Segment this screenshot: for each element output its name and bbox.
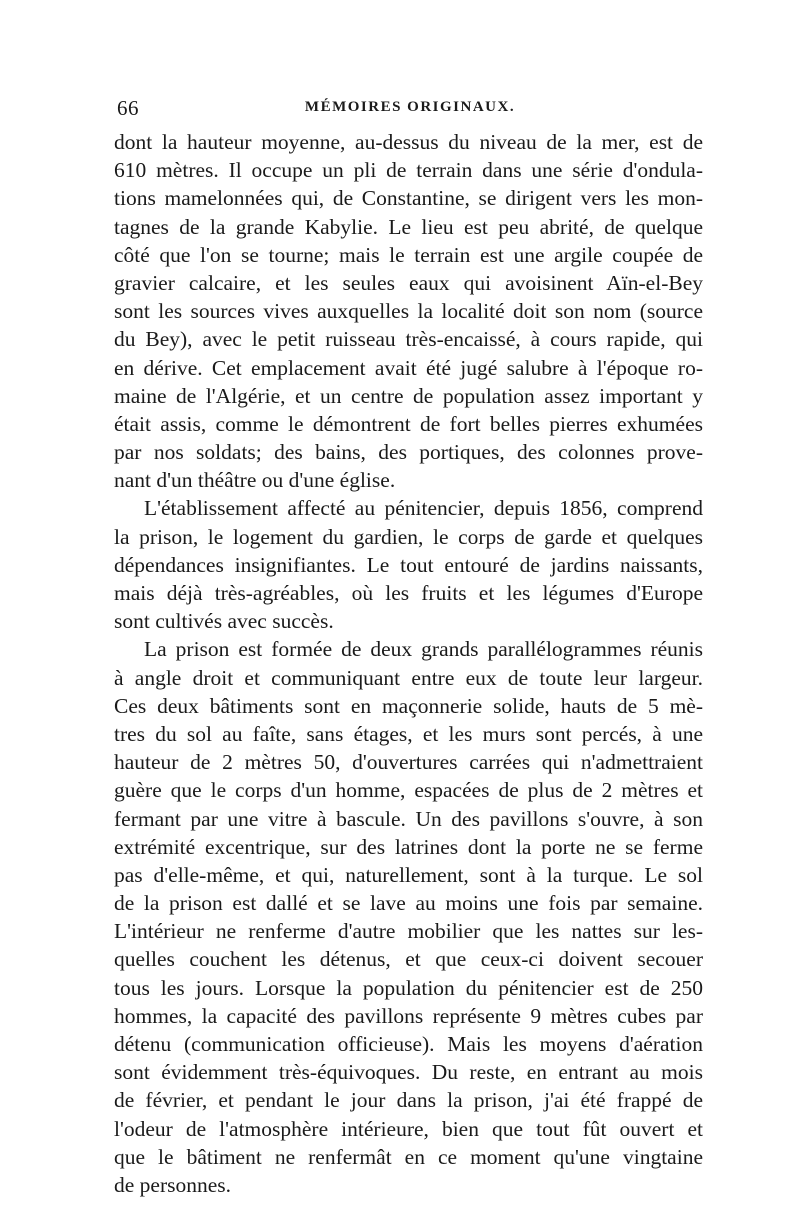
text-line: extrémité excentrique, sur des latrines dont la porte ne se ferme (114, 834, 703, 859)
text-line: hommes, la capacité des pavillons représente 9 mètres cubes par (114, 1003, 703, 1028)
text-line: dont la hauteur moyenne, au-dessus du niveau de la mer, est de (114, 130, 703, 154)
text-line: l'odeur de l'atmosphère intérieure, bien que tout fût ouvert et (114, 1116, 703, 1141)
text-line: sont évidemment très-équivoques. Du reste, en entrant au mois (114, 1060, 703, 1085)
text-line: gravier calcaire, et les seules eaux qui avoisinent Aïn-el-Bey (114, 270, 703, 295)
text-line: tions mamelonnées qui, de Constantine, se dirigent vers les mon- (114, 186, 703, 211)
text-line: en dérive. Cet emplacement avait été jugé salubre à l'époque ro- (114, 355, 703, 380)
text-line: la prison, le logement du gardien, le corps de garde et quelques (114, 524, 703, 549)
text-line: côté que l'on se tourne; mais le terrain est une argile coupée de (114, 242, 703, 267)
text-line: nant d'un théâtre ou d'une église. (114, 468, 396, 493)
text-line: tagnes de la grande Kabylie. Le lieu est peu abrité, de quelque (114, 214, 703, 239)
text-line: était assis, comme le démontrent de fort belles pierres exhumées (114, 411, 703, 436)
text-line: maine de l'Algérie, et un centre de population assez important y (114, 383, 703, 408)
text-line: sont les sources vives auxquelles la localité doit son nom (source (114, 299, 703, 324)
text-line: La prison est formée de deux grands parallélogrammes réunis (144, 637, 703, 662)
text-line: que le bâtiment ne renfermât en ce moment qu'une vingtaine (114, 1144, 703, 1169)
text-line: de la prison est dallé et se lave au moins une fois par semaine. (114, 891, 703, 916)
text-line: du Bey), avec le petit ruisseau très-encaissé, à cours rapide, qui (114, 327, 703, 352)
text-line: fermant par une vitre à bascule. Un des pavillons s'ouvre, à son (114, 806, 703, 831)
page-number: 66 (117, 96, 139, 120)
text-line: de février, et pendant le jour dans la prison, j'ai été frappé de (114, 1088, 703, 1113)
text-line: guère que le corps d'un homme, espacées de plus de 2 mètres et (114, 778, 703, 803)
page-header (117, 96, 703, 126)
text-line: dépendances insignifiantes. Le tout entouré de jardins naissants, (114, 552, 703, 577)
text-line: L'établissement affecté au pénitencier, depuis 1856, comprend (144, 496, 703, 521)
body-text (114, 128, 703, 1199)
text-line: quelles couchent les détenus, et que ceux-ci doivent secouer (114, 947, 703, 972)
text-line: sont cultivés avec succès. (114, 609, 334, 634)
paragraph-3 (114, 635, 703, 1199)
text-line: 610 mètres. Il occupe un pli de terrain dans une série d'ondula- (114, 158, 703, 183)
text-line: L'intérieur ne renferme d'autre mobilier que les nattes sur les- (114, 919, 703, 944)
text-line: tres du sol au faîte, sans étages, et les murs sont percés, à une (114, 721, 703, 746)
text-line: détenu (communication officieuse). Mais les moyens d'aération (114, 1032, 703, 1056)
text-line: mais déjà très-agréables, où les fruits et les légumes d'Europe (114, 581, 703, 605)
text-line: par nos soldats; des bains, des portiques, des colonnes prove- (114, 440, 703, 465)
running-head: MÉMOIRES ORIGINAUX. (304, 99, 516, 115)
text-line: pas d'elle-même, et qui, naturellement, sont à la turque. Le sol (114, 862, 703, 887)
text-line: à angle droit et communiquant entre eux de toute leur largeur. (114, 665, 703, 690)
text-line: tous les jours. Lorsque la population du pénitencier est de 250 (114, 975, 703, 1000)
text-line: Ces deux bâtiments sont en maçonnerie solide, hauts de 5 mè- (114, 693, 703, 718)
paragraph-2 (114, 494, 703, 635)
text-line: hauteur de 2 mètres 50, d'ouvertures carrées qui n'admettraient (114, 750, 703, 775)
paragraph-1 (114, 128, 703, 494)
text-line: de personnes. (114, 1172, 232, 1197)
